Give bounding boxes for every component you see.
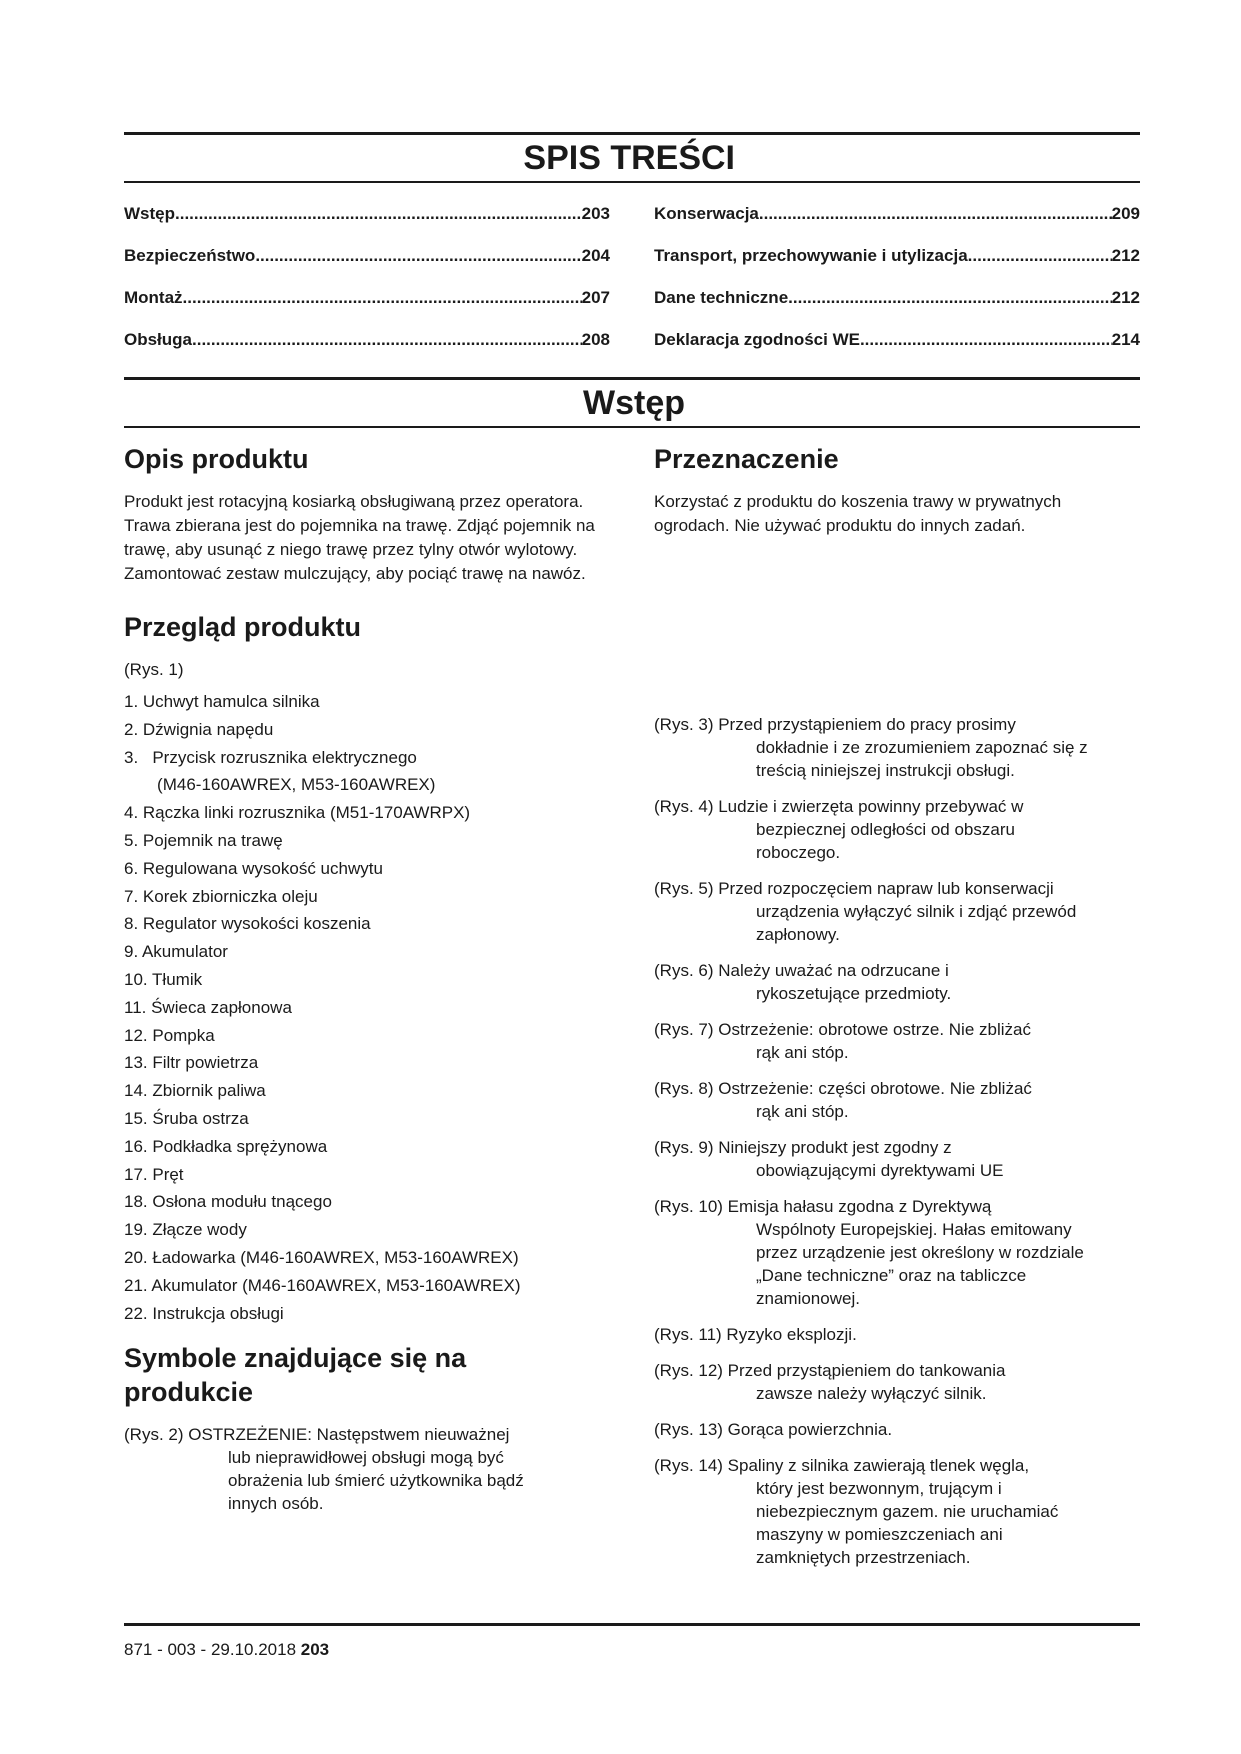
list-item: 6. Regulowana wysokość uchwytu [124, 858, 383, 878]
symbol-description: (Rys. 10) Emisja hałasu zgodna z Dyrektywą Wspólnoty Europejskiej. Hałas emitowany przez urządzenie jest określony w rozdziale „Dane techniczne” oraz na tabliczce znamionowej. [654, 1197, 1084, 1308]
list-item: 21. Akumulator (M46-160AWREX, M53-160AWREX) [124, 1275, 521, 1295]
list-item: 1. Uchwyt hamulca silnika [124, 692, 320, 711]
symbol-description: (Rys. 12) Przed przystąpieniem do tankowania zawsze należy wyłączyć silnik. [654, 1361, 1006, 1403]
list-item: 12. Pompka [124, 1025, 215, 1045]
symbol-description: (Rys. 14) Spaliny z silnika zawierają tlenek węgla, który jest bezwonnym, trującym i niebezpiecznym gazem. nie uruchamiać maszyny w pomieszczeniach ani zamkniętych przestrzeniach. [654, 1456, 1059, 1567]
przeznaczenie-heading: Przeznaczenie [654, 444, 839, 474]
list-item: 18. Osłona modułu tnącego [124, 1192, 332, 1212]
toc-entry[interactable]: Transport, przechowywanie i utylizacja ..... 212 [654, 235, 1140, 277]
symbol-description: (Rys. 9) Niniejszy produkt jest zgodny z obowiązującymi dyrektywami UE [654, 1138, 1004, 1180]
list-item: 22. Instrukcja obsługi [124, 1303, 284, 1323]
symbol-description: (Rys. 4) Ludzie i zwierzęta powinny przebywać w bezpiecznej odległości od obszaru roboczego. [654, 797, 1024, 862]
list-item: 16. Podkładka sprężynowa [124, 1136, 328, 1156]
toc-entry[interactable]: Bezpieczeństwo ..... 204 [124, 235, 610, 277]
list-item: 19. Złącze wody [124, 1220, 247, 1240]
list-item: 13. Filtr powietrza [124, 1053, 259, 1073]
symbol-description: (Rys. 3) Przed przystąpieniem do pracy prosimy dokładnie i ze zrozumieniem zapoznać się z treścią niniejszej instrukcji obsługi. [654, 715, 1088, 780]
list-item: 4. Rączka linki rozrusznika (M51-170AWRPX) [124, 803, 471, 823]
list-item: 5. Pojemnik na trawę [124, 830, 283, 850]
document-code: 871 - 003 - 29.10.2018 [124, 1640, 297, 1659]
toc-entry[interactable]: Wstęp ..... 203 [124, 193, 610, 235]
right-column [654, 442, 1140, 1582]
symbol-description: (Rys. 7) Ostrzeżenie: obrotowe ostrze. Nie zbliżać rąk ani stóp. [654, 1020, 1031, 1062]
przeznaczenie-text: Korzystać z produktu do koszenia trawy w prywatnych ogrodach. Nie używać produktu do innych zadań. [654, 492, 1062, 535]
table-of-contents [124, 193, 1140, 361]
list-item: 8. Regulator wysokości koszenia [124, 914, 371, 934]
toc-right-column [654, 193, 1140, 361]
list-item: 11. Świeca zapłonowa [124, 997, 292, 1017]
symbole-heading: Symbole znajdujące się na produkcie [124, 1343, 467, 1408]
list-item: 10. Tłumik [124, 969, 203, 989]
symbols-list [654, 713, 1140, 1569]
document-page [124, 132, 1140, 1582]
toc-left-column [124, 193, 610, 361]
symbol-warning-rys2: (Rys. 2) OSTRZEŻENIE: Następstwem nieuważnej lub nieprawidłowej obsługi mogą być obrażenia lub śmierć użytkownika bądź innych osób. [124, 1425, 524, 1514]
toc-entry[interactable]: Deklaracja zgodności WE ..... 214 [654, 319, 1140, 361]
symbol-description: (Rys. 5) Przed rozpoczęciem napraw lub konserwacji urządzenia wyłączyć silnik i zdjąć przewód zapłonowy. [654, 879, 1077, 944]
toc-entry[interactable]: Montaż ..... 207 [124, 277, 610, 319]
toc-entry[interactable]: Obsługa ..... 208 [124, 319, 610, 361]
symbol-description: (Rys. 13) Gorąca powierzchnia. [654, 1420, 893, 1439]
symbol-description: (Rys. 6) Należy uważać na odrzucane i rykoszetujące przedmioty. [654, 961, 952, 1003]
opis-text: Produkt jest rotacyjną kosiarką obsługiwaną przez operatora. Trawa zbierana jest do pojemnika na trawę. Zdjąć pojemnik na trawę, aby usunąć z niego trawę przez tylny otwór wylotowy. Zamontować zestaw mulczujący, aby pociąć trawę na nawóz. [124, 492, 595, 583]
two-column-content [124, 442, 1140, 1582]
opis-heading: Opis produktu [124, 444, 309, 474]
list-item: 9. Akumulator [124, 942, 228, 962]
list-item: 3. Przycisk rozrusznika elektrycznego [124, 747, 417, 767]
symbol-description: (Rys. 11) Ryzyko eksplozji. [654, 1325, 857, 1344]
list-item: 7. Korek zbiorniczka oleju [124, 886, 318, 906]
toc-entry[interactable]: Konserwacja ..... 209 [654, 193, 1140, 235]
toc-title: SPIS TREŚCI [523, 139, 735, 177]
parts-list [124, 688, 614, 1327]
page-number: 203 [300, 1640, 330, 1659]
left-column [124, 442, 614, 1582]
przeglad-heading: Przegląd produktu [124, 612, 362, 642]
toc-header [124, 132, 1140, 183]
list-item: 14. Zbiornik paliwa [124, 1081, 266, 1101]
section-header [124, 377, 1140, 428]
list-item: 15. Śruba ostrza [124, 1108, 249, 1128]
toc-entry[interactable]: Dane techniczne ..... 212 [654, 277, 1140, 319]
list-item: 17. Pręt [124, 1164, 184, 1184]
section-title: Wstęp [583, 384, 685, 422]
figure-reference: (Rys. 1) [124, 660, 184, 679]
list-item: 2. Dźwignia napędu [124, 719, 274, 739]
symbol-description: (Rys. 8) Ostrzeżenie: części obrotowe. Nie zbliżać rąk ani stóp. [654, 1079, 1032, 1121]
page-footer [124, 1623, 1140, 1660]
list-item: 20. Ładowarka (M46-160AWREX, M53-160AWREX) [124, 1247, 519, 1267]
list-item: (M46-160AWREX, M53-160AWREX) [124, 775, 436, 795]
